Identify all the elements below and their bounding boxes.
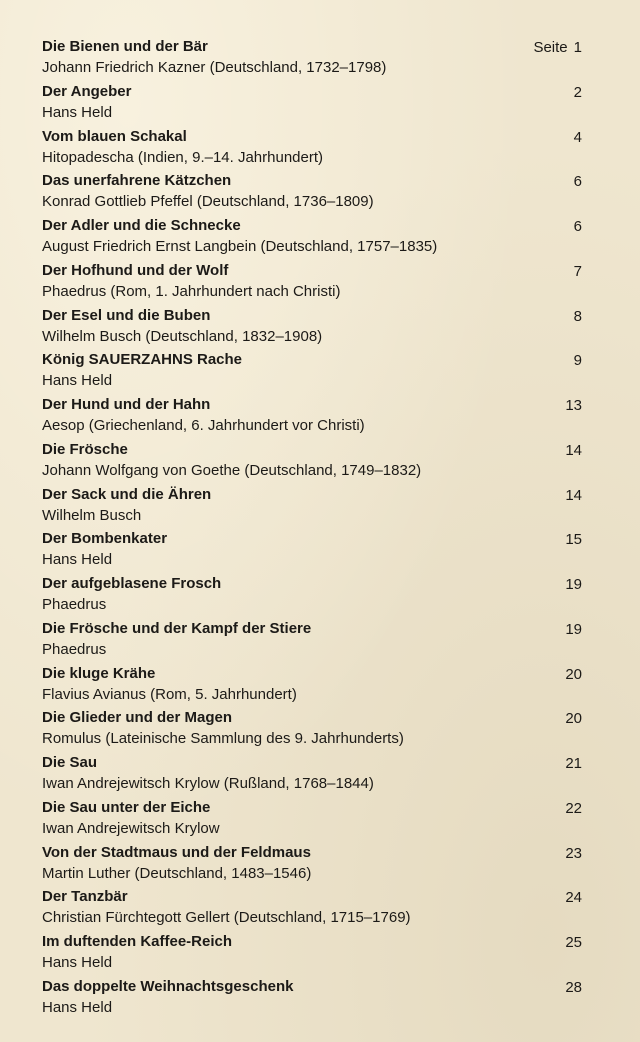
- page-number-value: 14: [565, 486, 582, 504]
- entry-author: Hans Held: [42, 954, 113, 971]
- entry-page-number: [565, 395, 582, 417]
- entry-author: Martin Luther (Deutschland, 1483–1546): [42, 864, 312, 882]
- entry-page-number: [574, 82, 582, 104]
- entry-author: Hitopadescha (Indien, 9.–14. Jahrhundert): [42, 148, 324, 166]
- page-number-value: 19: [565, 576, 582, 593]
- page-number-value: 2: [573, 83, 582, 101]
- entry-title: Von der Stadtmaus und der Feldmaus: [42, 843, 311, 861]
- toc-entry: [42, 887, 582, 932]
- toc-entry: [42, 664, 582, 709]
- entry-title: Der Tanzbär: [42, 888, 128, 906]
- entry-page-number: [565, 619, 582, 641]
- toc-entry: [42, 753, 582, 798]
- toc-entry: [42, 216, 582, 261]
- entry-page-number: [533, 37, 582, 59]
- entry-page-number: [574, 350, 582, 372]
- entry-title: Die Frösche und der Kampf der Stiere: [42, 619, 312, 637]
- entry-title: Das doppelte Weihnachtsgeschenk: [42, 977, 294, 995]
- entry-page-number: [574, 261, 582, 283]
- entry-title: Der aufgeblasene Frosch: [42, 575, 222, 592]
- toc-entry: [42, 171, 582, 216]
- entry-author: Christian Fürchtegott Gellert (Deutschland, 1715–1769): [42, 909, 411, 927]
- page-number-value: 20: [565, 710, 582, 728]
- entry-title: Der Adler und die Schnecke: [42, 217, 241, 234]
- entry-title: Der Bombenkater: [42, 530, 168, 548]
- page-number-value: 21: [565, 755, 582, 772]
- entry-author: Konrad Gottlieb Pfeffel (Deutschland, 1736–1809): [42, 193, 374, 211]
- entry-author: Aesop (Griechenland, 6. Jahrhundert vor Christi): [42, 417, 365, 434]
- page-number-value: 8: [573, 307, 582, 325]
- entry-page-number: [574, 127, 582, 149]
- entry-page-number: [565, 485, 582, 507]
- toc-entry: [42, 708, 582, 753]
- page-number-value: 4: [573, 128, 582, 146]
- entry-title: Die Sau unter der Eiche: [42, 798, 211, 816]
- entry-page-number: [565, 440, 582, 462]
- entry-page-number: [565, 664, 582, 686]
- entry-page-number: [565, 753, 582, 775]
- entry-page-number: [565, 708, 582, 730]
- page-number-value: 13: [565, 397, 582, 414]
- toc-entry: [42, 574, 582, 619]
- entry-author: Romulus (Lateinische Sammlung des 9. Jahrhunderts): [42, 730, 404, 748]
- entry-author: Iwan Andrejewitsch Krylow: [42, 819, 220, 837]
- entry-page-number: [565, 798, 582, 820]
- entry-page-number: [565, 887, 582, 909]
- toc-entry: [42, 932, 582, 977]
- entry-author: Iwan Andrejewitsch Krylow (Rußland, 1768–1844): [42, 775, 374, 792]
- entry-author: Wilhelm Busch: [42, 506, 142, 524]
- entry-author: Hans Held: [42, 103, 113, 121]
- entry-title: Im duftenden Kaffee-Reich: [42, 933, 233, 950]
- entry-title: Der Esel und die Buben: [42, 306, 211, 324]
- entry-author: Phaedrus: [42, 596, 107, 613]
- page-number-value: 7: [573, 262, 582, 280]
- entry-page-number: [574, 171, 582, 193]
- entry-title: Die Frösche: [42, 440, 128, 458]
- toc-entry: [42, 798, 582, 843]
- entry-title: König SAUERZAHNS Rache: [42, 351, 243, 369]
- toc-entry: [42, 350, 582, 395]
- toc-entry: [42, 37, 582, 82]
- page-number-value: 20: [565, 665, 582, 683]
- entry-page-number: [565, 932, 582, 954]
- entry-page-number: [574, 306, 582, 328]
- page-number-value: 24: [565, 889, 582, 907]
- toc-entry: [42, 843, 582, 888]
- entry-author: Wilhelm Busch (Deutschland, 1832–1908): [42, 327, 323, 345]
- page-number-value: 25: [565, 934, 582, 951]
- entry-title: Die Sau: [42, 754, 98, 771]
- page-number-value: 14: [565, 441, 582, 459]
- entry-page-number: [565, 529, 582, 551]
- page-label: Seite: [533, 39, 568, 56]
- entry-title: Der Angeber: [42, 82, 132, 100]
- toc-entry: [42, 306, 582, 351]
- page-number-value: 28: [565, 978, 582, 996]
- entry-title: Die Glieder und der Magen: [42, 709, 233, 727]
- entry-author: Hans Held: [42, 551, 113, 569]
- toc-entry: [42, 127, 582, 172]
- entry-page-number: [574, 216, 582, 238]
- toc-entry: [42, 485, 582, 530]
- page-number-value: 6: [573, 173, 582, 191]
- page-number-value: 9: [573, 352, 582, 370]
- page-number-value: 23: [565, 844, 582, 862]
- entry-author: Flavius Avianus (Rom, 5. Jahrhundert): [42, 685, 297, 703]
- entry-author: Phaedrus (Rom, 1. Jahrhundert nach Christi): [42, 282, 341, 300]
- entry-author: Johann Friedrich Kazner (Deutschland, 1732–1798): [42, 59, 387, 76]
- entry-page-number: [565, 843, 582, 865]
- entry-title: Das unerfahrene Kätzchen: [42, 172, 232, 190]
- entry-title: Vom blauen Schakal: [42, 127, 187, 145]
- toc-entry: [42, 619, 582, 664]
- page-number-value: 6: [573, 218, 582, 235]
- page-number-value: 15: [565, 531, 582, 549]
- entry-title: Der Hofhund und der Wolf: [42, 261, 229, 279]
- entry-page-number: [565, 574, 582, 596]
- page-number-value: 19: [565, 620, 582, 638]
- table-of-contents: [42, 37, 582, 1022]
- page-number-value: 22: [565, 799, 582, 817]
- entry-title: Der Hund und der Hahn: [42, 396, 211, 413]
- entry-title: Die Bienen und der Bär: [42, 38, 208, 55]
- entry-author: August Friedrich Ernst Langbein (Deutschland, 1757–1835): [42, 238, 438, 255]
- entry-author: Johann Wolfgang von Goethe (Deutschland, 1749–1832): [42, 461, 422, 479]
- page-number-value: 1: [573, 39, 582, 56]
- toc-entry: [42, 261, 582, 306]
- entry-author: Hans Held: [42, 372, 113, 390]
- toc-entry: [42, 395, 582, 440]
- entry-title: Die kluge Krähe: [42, 664, 156, 682]
- entry-author: Phaedrus: [42, 640, 107, 658]
- toc-entry: [42, 529, 582, 574]
- toc-entry: [42, 82, 582, 127]
- toc-entry: [42, 977, 582, 1022]
- toc-entry: [42, 440, 582, 485]
- entry-page-number: [565, 977, 582, 999]
- entry-author: Hans Held: [42, 998, 113, 1016]
- entry-title: Der Sack und die Ähren: [42, 485, 212, 503]
